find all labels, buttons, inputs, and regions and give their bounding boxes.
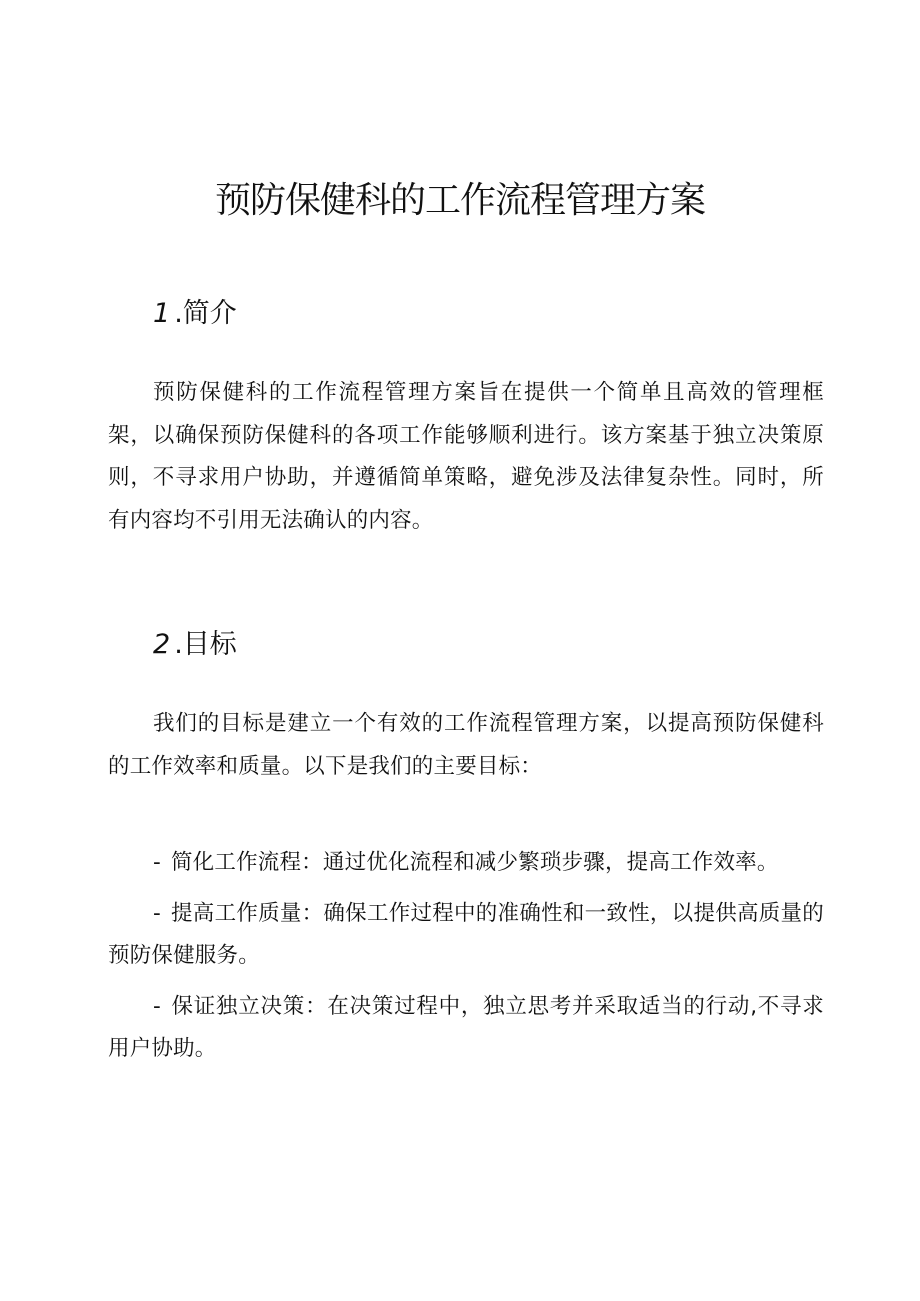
- bullet-dash: -: [153, 993, 161, 1019]
- list-item: [108, 986, 824, 1071]
- list-item: [108, 893, 824, 978]
- section-number: 1: [153, 298, 171, 329]
- section-heading-intro: [153, 296, 237, 332]
- document-title: 预防保健科的工作流程管理方案: [214, 180, 705, 221]
- section-heading-text: .简介: [174, 298, 237, 329]
- list-item-text: 提高工作质量：确保工作过程中的准确性和一致性，以提供高质量的预防保健服务。: [108, 900, 824, 968]
- goals-paragraph: 我们的目标是建立一个有效的工作流程管理方案，以提高预防保健科的工作效率和质量。以下是我们的主要目标：: [108, 711, 824, 779]
- list-item-text: 保证独立决策：在决策过程中，独立思考并采取适当的行动,不寻求用户协助。: [108, 993, 824, 1061]
- bullet-dash: -: [153, 900, 161, 926]
- list-item-text: 简化工作流程：通过优化流程和减少繁琐步骤，提高工作效率。: [170, 850, 779, 875]
- goals-list: [108, 842, 824, 1079]
- bullet-dash: -: [153, 850, 161, 875]
- section-number: 2: [153, 629, 171, 660]
- section-heading-goals: [153, 627, 237, 663]
- intro-paragraph: 预防保健科的工作流程管理方案旨在提供一个简单且高效的管理框架，以确保预防保健科的各项工作能够顺利进行。该方案基于独立决策原则，不寻求用户协助，并遵循简单策略，避免涉及法律复杂性。同时，所有内容均不引用无法确认的内容。: [108, 380, 824, 533]
- section-heading-text: .目标: [174, 629, 237, 660]
- list-item: [108, 842, 824, 885]
